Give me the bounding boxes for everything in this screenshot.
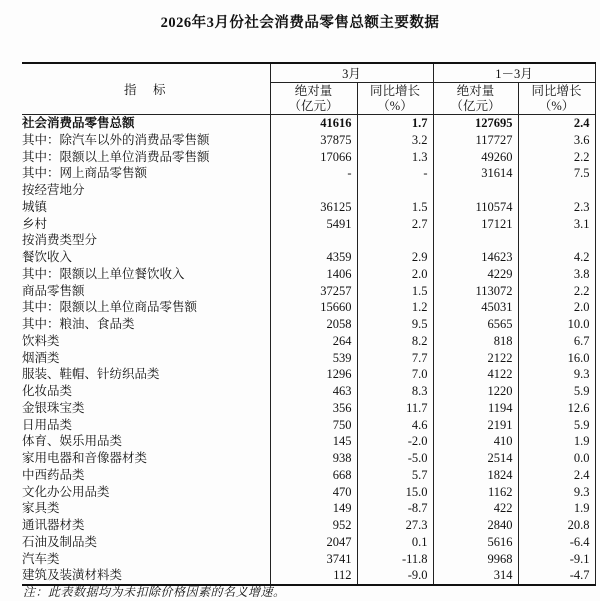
value-cell-m_abs: 668 bbox=[270, 467, 357, 484]
value-cell-m_yoy: 5.7 bbox=[357, 467, 433, 484]
value-cell-m_yoy: 4.6 bbox=[357, 417, 433, 434]
value-cell-m_abs bbox=[270, 232, 357, 249]
value-cell-q_yoy: 4.2 bbox=[518, 249, 595, 266]
indicator-cell: 其中：限额以上单位餐饮收入 bbox=[22, 266, 185, 281]
value-cell-q_abs: 49260 bbox=[433, 149, 518, 166]
value-cell-m_yoy: 15.0 bbox=[357, 484, 433, 501]
indicator-cell: 社会消费品零售总额 bbox=[22, 116, 135, 130]
value-cell-m_yoy: -8.7 bbox=[357, 500, 433, 517]
indicator-cell: 按经营地分 bbox=[22, 183, 85, 197]
value-cell-q_abs: 4122 bbox=[433, 366, 518, 383]
value-cell-m_abs: 36125 bbox=[270, 199, 357, 216]
indicator-cell: 其中：限额以上单位商品零售额 bbox=[22, 300, 198, 315]
value-cell-q_abs: 17121 bbox=[433, 216, 518, 233]
indicator-cell: 烟酒类 bbox=[22, 350, 60, 365]
value-cell-m_yoy: -9.0 bbox=[357, 567, 433, 585]
value-cell-m_abs: 470 bbox=[270, 484, 357, 501]
indicator-cell: 按消费类型分 bbox=[22, 233, 98, 248]
value-cell-m_abs: 112 bbox=[270, 567, 357, 585]
value-cell-q_yoy: -9.1 bbox=[518, 551, 595, 568]
value-cell-m_yoy bbox=[357, 232, 433, 249]
value-cell-q_abs: 14623 bbox=[433, 249, 518, 266]
value-cell-m_abs: 264 bbox=[270, 333, 357, 350]
header-group-march: 3月 bbox=[270, 63, 433, 83]
value-cell-m_abs: 2058 bbox=[270, 316, 357, 333]
value-cell-q_abs: 110574 bbox=[433, 199, 518, 216]
value-cell-q_yoy: 12.6 bbox=[518, 400, 595, 417]
value-cell-m_yoy: 1.7 bbox=[357, 115, 433, 132]
value-cell-m_abs: 149 bbox=[270, 500, 357, 517]
value-cell-m_abs: 5491 bbox=[270, 216, 357, 233]
value-cell-m_abs bbox=[270, 182, 357, 199]
value-cell-q_yoy bbox=[518, 182, 595, 199]
value-cell-m_yoy: -2.0 bbox=[357, 433, 433, 450]
value-cell-m_yoy: 9.5 bbox=[357, 316, 433, 333]
indicator-cell: 饮料类 bbox=[22, 333, 60, 348]
value-cell-q_abs: 1162 bbox=[433, 484, 518, 501]
value-cell-m_abs: 15660 bbox=[270, 299, 357, 316]
value-cell-m_abs: 750 bbox=[270, 417, 357, 434]
table-row bbox=[22, 149, 595, 166]
value-cell-m_abs: 3741 bbox=[270, 551, 357, 568]
value-cell-q_yoy: 2.4 bbox=[518, 115, 595, 132]
value-cell-m_yoy: 7.7 bbox=[357, 350, 433, 367]
value-cell-q_abs bbox=[433, 232, 518, 249]
value-cell-q_abs: 2191 bbox=[433, 417, 518, 434]
indicator-cell: 体育、娱乐用品类 bbox=[22, 434, 123, 449]
value-cell-q_abs: 2122 bbox=[433, 350, 518, 367]
value-cell-q_abs: 1194 bbox=[433, 400, 518, 417]
indicator-cell: 中西药品类 bbox=[22, 467, 85, 482]
table-row bbox=[22, 299, 595, 316]
value-cell-m_yoy: -11.8 bbox=[357, 551, 433, 568]
value-cell-q_abs: 2840 bbox=[433, 517, 518, 534]
value-cell-m_abs: 17066 bbox=[270, 149, 357, 166]
header-janmar-absolute bbox=[433, 83, 518, 115]
value-cell-q_abs: 818 bbox=[433, 333, 518, 350]
value-cell-m_yoy: 11.7 bbox=[357, 400, 433, 417]
value-cell-m_abs: 938 bbox=[270, 450, 357, 467]
value-cell-q_yoy: 2.2 bbox=[518, 283, 595, 300]
header-absolute-unit: （亿元） bbox=[288, 98, 339, 113]
value-cell-q_abs: 6565 bbox=[433, 316, 518, 333]
value-cell-q_yoy: 3.1 bbox=[518, 216, 595, 233]
table-row bbox=[22, 417, 595, 434]
header-group-jan-mar: 1－3月 bbox=[433, 63, 595, 83]
table-row bbox=[22, 383, 595, 400]
value-cell-m_yoy: 3.2 bbox=[357, 132, 433, 149]
header-yoy-label: 同比增长 bbox=[370, 84, 421, 98]
value-cell-m_abs: 1296 bbox=[270, 366, 357, 383]
indicator-cell: 其中：网上商品零售额 bbox=[22, 166, 148, 181]
value-cell-q_yoy: 2.4 bbox=[518, 467, 595, 484]
table-row bbox=[22, 484, 595, 501]
value-cell-m_abs: 539 bbox=[270, 350, 357, 367]
header-yoy-unit: （%） bbox=[377, 98, 413, 113]
indicator-cell: 城镇 bbox=[22, 199, 48, 214]
value-cell-q_abs: 314 bbox=[433, 567, 518, 585]
header-march-absolute bbox=[270, 83, 357, 115]
value-cell-q_abs: 127695 bbox=[433, 115, 518, 132]
indicator-cell: 化妆品类 bbox=[22, 384, 73, 398]
value-cell-q_yoy: 10.0 bbox=[518, 316, 595, 333]
table-row bbox=[22, 333, 595, 350]
header-march-yoy bbox=[357, 83, 433, 115]
value-cell-q_abs: 45031 bbox=[433, 299, 518, 316]
indicator-cell: 其中：限额以上单位消费品零售额 bbox=[22, 149, 210, 164]
table-row bbox=[22, 216, 595, 233]
value-cell-m_yoy: - bbox=[357, 165, 433, 182]
indicator-cell: 其中：除汽车以外的消费品零售额 bbox=[22, 132, 210, 147]
value-cell-m_yoy: 8.3 bbox=[357, 383, 433, 400]
header-janmar-yoy bbox=[518, 83, 595, 115]
value-cell-q_abs: 117727 bbox=[433, 132, 518, 149]
value-cell-q_yoy: 2.0 bbox=[518, 299, 595, 316]
value-cell-q_yoy bbox=[518, 232, 595, 249]
footnote: 注：此表数据均为未扣除价格因素的名义增速。 bbox=[23, 585, 286, 599]
value-cell-m_abs: 952 bbox=[270, 517, 357, 534]
table-row bbox=[22, 350, 595, 367]
table-row bbox=[22, 316, 595, 333]
value-cell-q_abs bbox=[433, 182, 518, 199]
value-cell-m_yoy: 1.2 bbox=[357, 299, 433, 316]
value-cell-q_yoy: 6.7 bbox=[518, 333, 595, 350]
table-row bbox=[22, 433, 595, 450]
table-row bbox=[22, 467, 595, 484]
header-absolute-label: 绝对量 bbox=[456, 84, 495, 98]
table-body bbox=[22, 115, 595, 586]
table-row bbox=[22, 551, 595, 568]
table-row bbox=[22, 165, 595, 182]
table-row bbox=[22, 500, 595, 517]
value-cell-m_yoy: 1.3 bbox=[357, 149, 433, 166]
table-row bbox=[22, 199, 595, 216]
value-cell-q_abs: 410 bbox=[433, 433, 518, 450]
table-row bbox=[22, 232, 595, 249]
table-row bbox=[22, 534, 595, 551]
value-cell-q_yoy: 2.2 bbox=[518, 149, 595, 166]
value-cell-q_yoy: -6.4 bbox=[518, 534, 595, 551]
table-row bbox=[22, 115, 595, 132]
table-row bbox=[22, 132, 595, 149]
value-cell-m_yoy: 2.0 bbox=[357, 266, 433, 283]
value-cell-m_yoy: 8.2 bbox=[357, 333, 433, 350]
table-row bbox=[22, 450, 595, 467]
table-row bbox=[22, 249, 595, 266]
indicator-cell: 文化办公用品类 bbox=[22, 484, 110, 499]
indicator-cell: 建筑及装潢材料类 bbox=[22, 568, 123, 583]
value-cell-q_yoy: 9.3 bbox=[518, 484, 595, 501]
value-cell-m_yoy: 2.9 bbox=[357, 249, 433, 266]
value-cell-m_yoy: 1.5 bbox=[357, 283, 433, 300]
page-title: 2026年3月份社会消费品零售总额主要数据 bbox=[160, 15, 440, 31]
indicator-cell: 通讯器材类 bbox=[22, 518, 85, 532]
retail-sales-table bbox=[22, 62, 596, 586]
table-row bbox=[22, 400, 595, 417]
value-cell-q_yoy: 2.3 bbox=[518, 199, 595, 216]
value-cell-q_abs: 1220 bbox=[433, 383, 518, 400]
value-cell-q_abs: 31614 bbox=[433, 165, 518, 182]
header-absolute-unit: （亿元） bbox=[450, 98, 501, 113]
value-cell-q_yoy: 20.8 bbox=[518, 517, 595, 534]
value-cell-q_yoy: 3.8 bbox=[518, 266, 595, 283]
value-cell-m_yoy: 7.0 bbox=[357, 366, 433, 383]
value-cell-q_yoy: 7.5 bbox=[518, 165, 595, 182]
value-cell-q_abs: 422 bbox=[433, 500, 518, 517]
value-cell-q_yoy: 5.9 bbox=[518, 417, 595, 434]
value-cell-m_abs: 356 bbox=[270, 400, 357, 417]
indicator-cell: 餐饮收入 bbox=[22, 250, 73, 264]
value-cell-q_abs: 4229 bbox=[433, 266, 518, 283]
value-cell-m_abs: 463 bbox=[270, 383, 357, 400]
indicator-cell: 金银珠宝类 bbox=[22, 400, 85, 415]
value-cell-m_yoy: 2.7 bbox=[357, 216, 433, 233]
indicator-cell: 其中：粮油、食品类 bbox=[22, 317, 135, 331]
header-absolute-label: 绝对量 bbox=[294, 84, 333, 98]
table-row bbox=[22, 283, 595, 300]
value-cell-m_yoy bbox=[357, 182, 433, 199]
value-cell-m_abs: 41616 bbox=[270, 115, 357, 132]
value-cell-m_abs: 4359 bbox=[270, 249, 357, 266]
value-cell-m_yoy: 0.1 bbox=[357, 534, 433, 551]
indicator-cell: 日用品类 bbox=[22, 417, 73, 432]
indicator-cell: 乡村 bbox=[22, 216, 48, 231]
value-cell-q_abs: 1824 bbox=[433, 467, 518, 484]
header-yoy-label: 同比增长 bbox=[531, 84, 582, 98]
indicator-cell: 家用电器和音像器材类 bbox=[22, 451, 148, 465]
header-indicator: 指 标 bbox=[22, 63, 270, 115]
value-cell-q_abs: 113072 bbox=[433, 283, 518, 300]
value-cell-m_abs: 145 bbox=[270, 433, 357, 450]
table-row bbox=[22, 366, 595, 383]
value-cell-m_abs: 2047 bbox=[270, 534, 357, 551]
value-cell-q_yoy: 1.9 bbox=[518, 433, 595, 450]
value-cell-q_yoy: 3.6 bbox=[518, 132, 595, 149]
value-cell-m_yoy: 1.5 bbox=[357, 199, 433, 216]
table-row bbox=[22, 182, 595, 199]
value-cell-m_abs: - bbox=[270, 165, 357, 182]
indicator-cell: 服装、鞋帽、针纺织品类 bbox=[22, 367, 160, 382]
value-cell-q_yoy: 0.0 bbox=[518, 450, 595, 467]
value-cell-m_yoy: 27.3 bbox=[357, 517, 433, 534]
value-cell-q_abs: 2514 bbox=[433, 450, 518, 467]
value-cell-q_yoy: -4.7 bbox=[518, 567, 595, 585]
value-cell-m_abs: 1406 bbox=[270, 266, 357, 283]
table-row bbox=[22, 266, 595, 283]
indicator-cell: 汽车类 bbox=[22, 551, 60, 566]
value-cell-q_abs: 9968 bbox=[433, 551, 518, 568]
indicator-cell: 石油及制品类 bbox=[22, 534, 98, 549]
indicator-cell: 家具类 bbox=[22, 501, 60, 516]
value-cell-m_abs: 37257 bbox=[270, 283, 357, 300]
value-cell-m_yoy: -5.0 bbox=[357, 450, 433, 467]
value-cell-q_yoy: 9.3 bbox=[518, 366, 595, 383]
value-cell-q_abs: 5616 bbox=[433, 534, 518, 551]
header-yoy-unit: （%） bbox=[538, 98, 575, 113]
value-cell-m_abs: 37875 bbox=[270, 132, 357, 149]
indicator-cell: 商品零售额 bbox=[22, 283, 85, 298]
value-cell-q_yoy: 16.0 bbox=[518, 350, 595, 367]
value-cell-q_yoy: 1.9 bbox=[518, 500, 595, 517]
table-row bbox=[22, 517, 595, 534]
value-cell-q_yoy: 5.9 bbox=[518, 383, 595, 400]
table-header bbox=[22, 63, 595, 115]
